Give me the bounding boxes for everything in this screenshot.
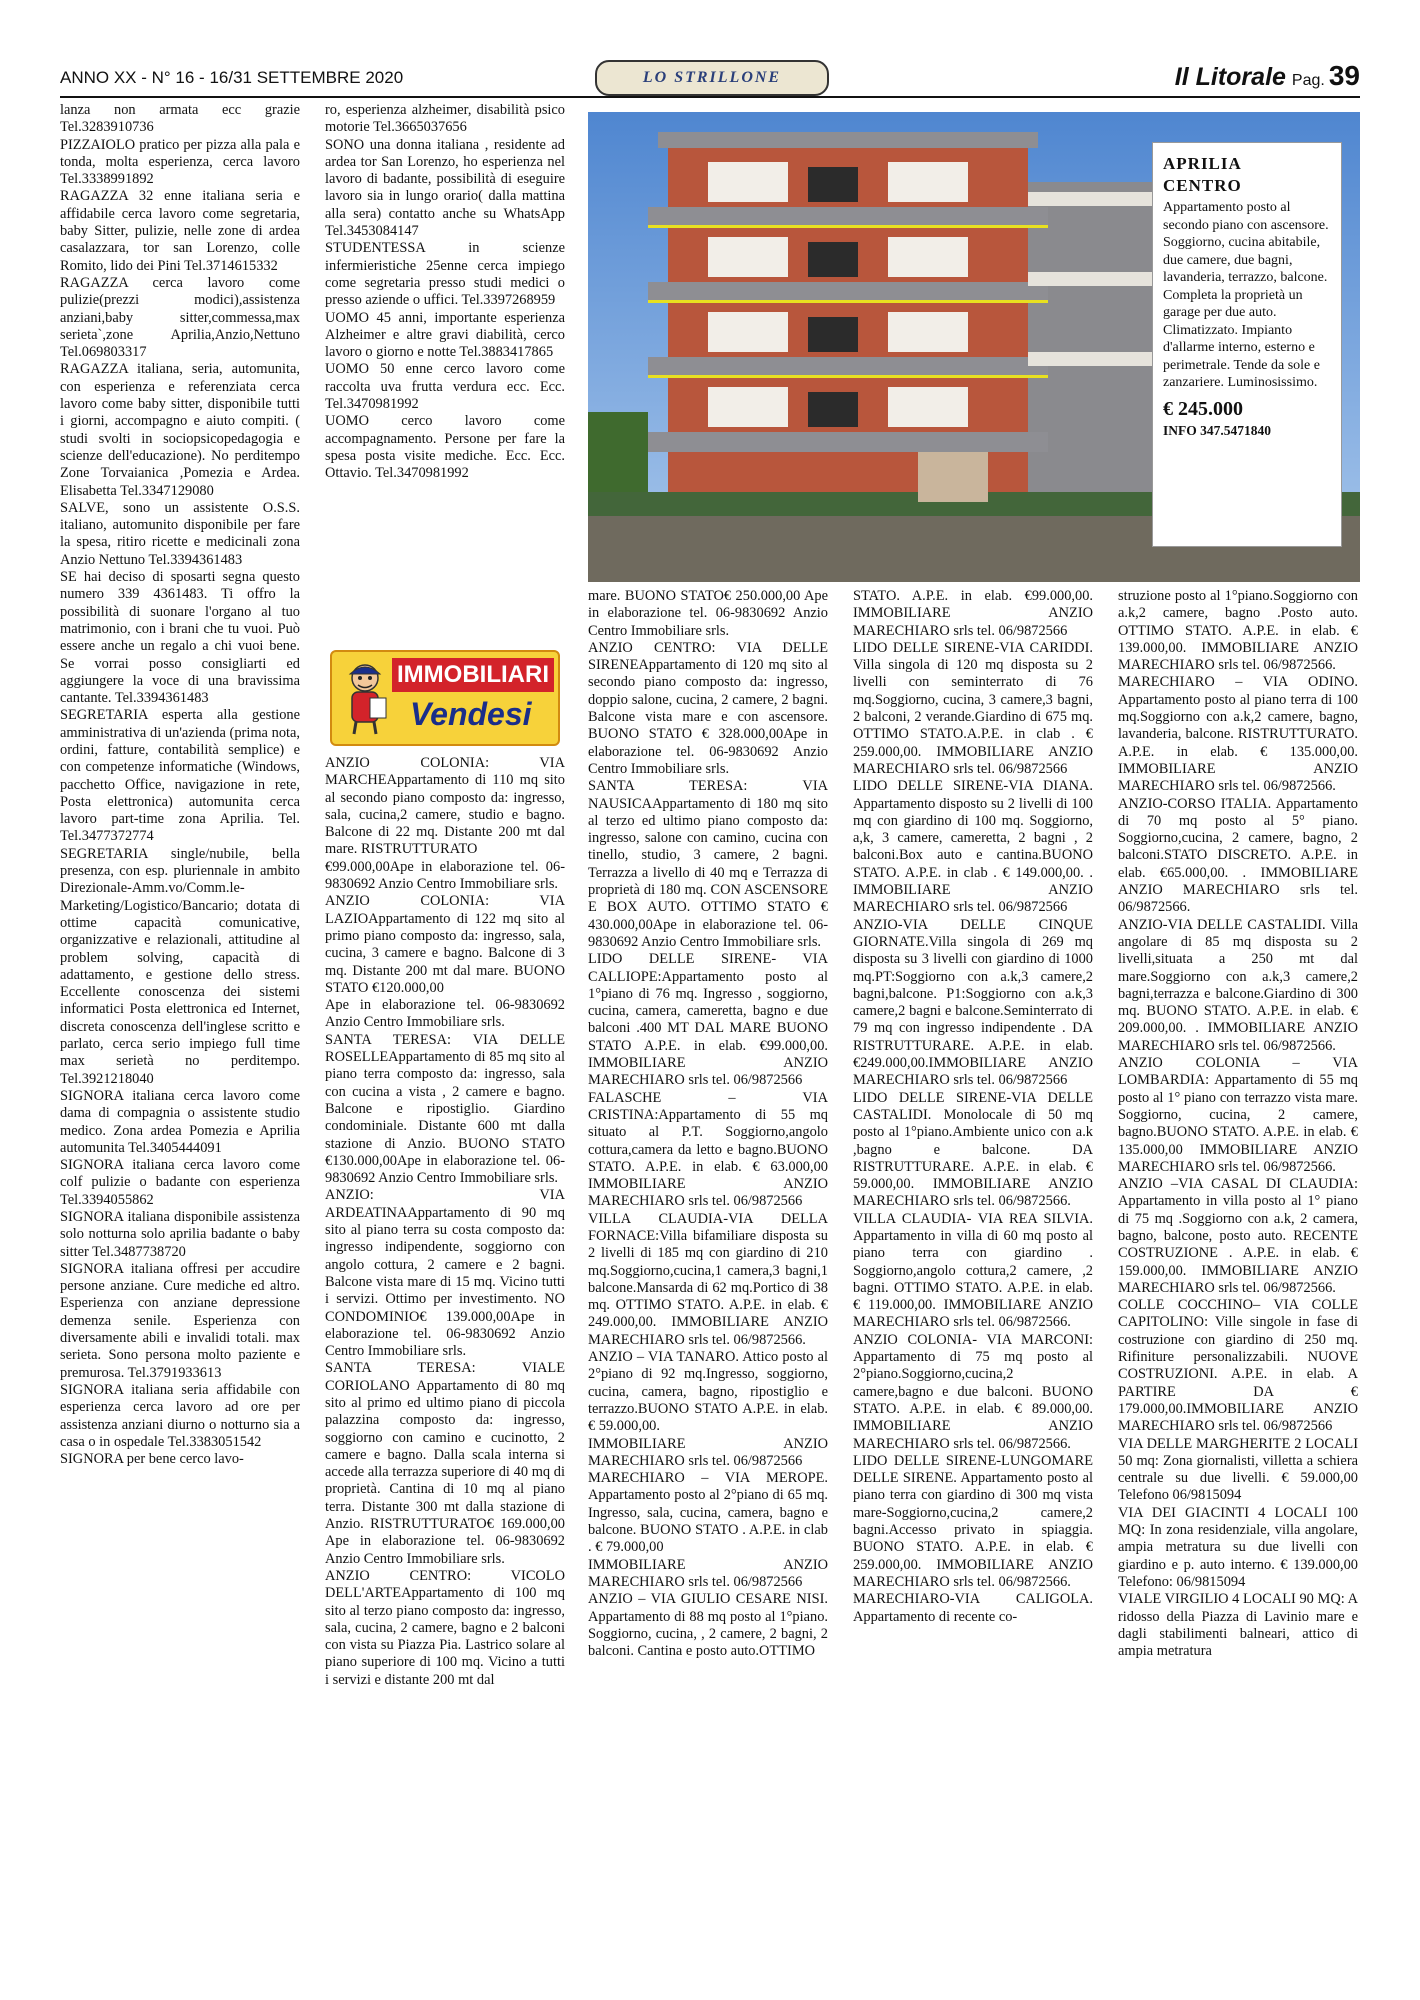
classified-entry: mare. BUONO STATO€ 250.000,00 Ape in elaborazione tel. 06-9830692 Anzio Centro Immobiliare srls. [588, 588, 828, 639]
classified-entry: SE hai deciso di sposarti segna questo numero 339 4361483. Ti offro la possibilità di suonare l'organo al tuo matrimonio, con i brani che tu vuoi. Può essere anche un regalo a chi vuoi bene. Se vorrai posso consigliarti ed aggiungere la voce di una bravissima cantante. Tel.3394361483 [60, 569, 300, 707]
classified-entry: ANZIO: VIA ARDEATINAAppartamento di 90 mq sito al piano terra su costa composto da: ingresso indipendente, soggiorno con angolo cottura, 2 camere e 2 bagni. Balcone vista mare di 15 mq. Vicino tutti i servizi. Ottimo per investimento. NO CONDOMINIO€ 139.000,00Ape in elaborazione tel. 06-9830692 Anzio Centro Immobiliare srls. [325, 1187, 565, 1360]
banner-subtitle: Vendesi [410, 696, 532, 732]
real-estate-column-5 [1118, 588, 1358, 1660]
classifieds-column-2 [325, 102, 565, 483]
classified-entry: Ape in elaborazione tel. 06-9830692 Anzio Centro Immobiliare srls. [325, 997, 565, 1031]
classified-entry: LIDO DELLE SIRENE-LUNGOMARE DELLE SIRENE. Appartamento posto al piano terra con giardino di 300 mq vista mare-Soggiorno,cucina,2 camere,2 bagni.Accesso privato in spiaggia. BUONO STATO. A.P.E. in elab. € 259.000,00. IMMOBILIARE ANZIO MARECHIARO srls tel. 06/9872566. [853, 1452, 1093, 1590]
page-number: 39 [1328, 60, 1360, 91]
classified-entry: ANZIO – VIA TANARO. Attico posto al 2°piano di 92 mq.Ingresso, soggiorno, cucina, camera, bagno, ripostiglio e terrazzo.BUONO STATO A.P.E. in elab. € 59.000,00. [588, 1349, 828, 1435]
classified-entry: UOMO cerco lavoro come accompagnamento. Persone per fare la spesa posta visite mediche. Ecc. Ecc. Ottavio. Tel.3470981992 [325, 413, 565, 482]
classified-entry: MARECHIARO – VIA MEROPE. Appartamento posto al 2°piano di 65 mq. Ingresso, sala, cucina, camera, bagno e balcone. BUONO STATO . A.P.E. in clab . € 79.000,00 [588, 1470, 828, 1556]
classified-entry: SANTA TERESA: VIA NAUSICAAppartamento di 180 mq sito al terzo ed ultimo piano composto da: ingresso, salone con camino, cucina con tinello, studio, 3 camere, 2 bagni. Terrazza a livello di 40 mq e Terrazza di proprietà di 180 mq. CON ASCENSORE E BOX AUTO. OTTIMO STATO € 430.000,00Ape in elaborazione tel. 06-9830692 Anzio Centro Immobiliare srls. [588, 778, 828, 950]
classified-entry: SANTA TERESA: VIA DELLE ROSELLEAppartamento di 85 mq sito al piano terra composto da: ingresso, sala con cucina a vista , 2 camere e bagno. Balcone e ripostiglio. Giardino condominiale. Distante 600 mt dalla stazione di Anzio. BUONO STATO €130.000,00Ape in elaborazione tel. 06-9830692 Anzio Centro Immobiliare srls. [325, 1031, 565, 1187]
classifieds-column-1 [60, 102, 300, 1468]
classified-entry: SALVE, sono un assistente O.S.S. italiano, automunito disponibile per fare la spesa, ritiro ricette e medicinali zona Anzio Nettuno Tel.3394361483 [60, 499, 300, 568]
classified-entry: lanza non armata ecc grazie Tel.3283910736 [60, 102, 300, 136]
classified-entry: SONO una donna italiana , residente ad ardea tor San Lorenzo, ho esperienza nel lavoro di badante, possibilità di eseguire lavoro sia in lungo orario( dalla mattina alla sera) contatto anche su WhatsApp Tel.3453084147 [325, 136, 565, 240]
real-estate-column-3 [588, 588, 828, 1660]
classified-entry: SEGRETARIA esperta alla gestione amministrativa di un'azienda (prima nota, ordini, fatture, contabilità semplice) e con competenze informatiche (Windows, pacchetto Office, navigazione in rete, Posta elettronica) automunita cerca lavoro part-time zona Aprilia. Tel. Tel.3477372774 [60, 707, 300, 845]
newsboy-mascot-icon [340, 660, 390, 736]
page-label: Pag. [1291, 72, 1325, 89]
classified-entry: ANZIO COLONIA- VIA MARCONI: Appartamento di 75 mq posto al 2°piano.Soggiorno,cucina,2 camere,bagno e due balconi. BUONO STATO. A.P.E. in elab. € 89.000,00. IMMOBILIARE ANZIO MARECHIARO srls tel. 06/9872566. [853, 1331, 1093, 1452]
classified-entry: struzione posto al 1°piano.Soggiorno con a.k,2 camere, bagno .Posto auto. OTTIMO STATO. A.P.E. in elab. € 139.000,00. IMMOBILIARE ANZIO MARECHIARO srls tel. 06/9872566. [1118, 588, 1358, 674]
classified-entry: IMMOBILIARE ANZIO MARECHIARO srls tel. 06/9872566 [588, 1556, 828, 1590]
real-estate-column-2 [325, 755, 565, 1689]
classified-entry: STUDENTESSA in scienze infermieristiche 25enne cerca impiego come segretaria presso studi medici o presso aziende o uffici. Tel.3397268959 [325, 240, 565, 309]
classified-entry: PIZZAIOLO pratico per pizza alla pala e tonda, molta esperienza, cerca lavoro Tel.3338991892 [60, 136, 300, 188]
classified-entry: FALASCHE – VIA CRISTINA:Appartamento di 55 mq situato al P.T. Soggiorno,angolo cottura,camera da letto e bagno.BUONO STATO. A.P.E. in elab. € 63.000,00 IMMOBILIARE ANZIO MARECHIARO srls tel. 06/9872566 [588, 1089, 828, 1210]
classified-entry: RAGAZZA 32 enne italiana seria e affidabile cerca lavoro come segretaria, baby Sitter, pulizie, nelle zone di ardea casalazzara, tor san Lorenzo, colle Romito, lido dei Pini Tel.3714615332 [60, 188, 300, 274]
classified-entry: €99.000,00Ape in elaborazione tel. 06-9830692 Anzio Centro Immobiliare srls. [325, 858, 565, 893]
classified-entry: LIDO DELLE SIRENE-VIA CARIDDI. Villa singola di 120 mq disposta su 2 livelli con seminterrato di 76 mq.Soggiorno, cucina, 3 camere,3 bagni, 2 balconi, 2 verande.Giardino di 675 mq. OTTIMO STATO.A.P.E. in clab . € 259.000,00. IMMOBILIARE ANZIO MARECHIARO srls tel. 06/9872566 [853, 639, 1093, 777]
classified-entry: ANZIO – VIA GIULIO CESARE NISI. Appartamento di 88 mq posto al 1°piano. Soggiorno, cucina, , 2 camere, 2 bagni, 2 balconi. Cantina e posto auto.OTTIMO [588, 1591, 828, 1660]
classified-entry: VIALE VIRGILIO 4 LOCALI 90 MQ: A ridosso della Piazza di Lavinio mare e dagli stabilimenti balneari, attico di ampia metratura [1118, 1591, 1358, 1660]
classified-entry: MARECHIARO – VIA ODINO. Appartamento posto al piano terra di 100 mq.Soggiorno con a.k,2 camere, bagno, lavanderia, balcone. RISTRUTTURATO. A.P.E. in elab. € 135.000,00. IMMOBILIARE ANZIO MARECHIARO srls tel. 06/9872566. [1118, 674, 1358, 795]
classified-entry: LIDO DELLE SIRENE- VIA CALLIOPE:Appartamento posto al 1°piano di 76 mq. Ingresso , soggiorno, cucina, camera, cameretta, bagno e due balconi .400 MT DAL MARE BUONO STATO A.P.E. in elab. €99.000,00. IMMOBILIARE ANZIO MARECHIARO srls tel. 06/9872566 [588, 951, 828, 1089]
ad-description: Appartamento posto al secondo piano con ascensore. Soggiorno, cucina abitabile, due camere, due bagni, lavanderia, terrazzo, balcone. Completa la proprietà un garage per due auto. Climatizzato. Impianto d'allarme interno, esterno e perimetrale. Tende da sole e zanzariere. Luminosissimo. [1163, 200, 1329, 390]
classified-entry: UOMO 50 enne cerco lavoro come raccolta uva frutta verdura ecc. Ecc. Tel.3470981992 [325, 361, 565, 413]
brand-name: Il Litorale [1174, 63, 1286, 91]
classified-entry: SIGNORA italiana offresi per accudire persone anziane. Cure mediche ed altro. Esperienza con anziane depressione demenza senile. Esperienza con diversamente abili e invalidi totali. max serieta. Sono persona molto paziente e premurosa. Tel.3791933613 [60, 1260, 300, 1381]
classified-entry: VILLA CLAUDIA- VIA REA SILVIA. Appartamento in villa di 60 mq posto al piano terra con giardino . Soggiorno,angolo cottura,2 camere, ,2 bagni. OTTIMO STATO. A.P.E. in elab. € 119.000,00. IMMOBILIARE ANZIO MARECHIARO srls tel. 06/9872566. [853, 1210, 1093, 1331]
classified-entry: ANZIO COLONIA: VIA MARCHEAppartamento di 110 mq sito al secondo piano composto da: ingresso, sala, cucina,2 camere, studio e bagno. Balcone di 22 mq. Distante 200 mt dal mare. RISTRUTTURATO [325, 755, 565, 858]
real-estate-column-4 [853, 588, 1093, 1626]
classified-entry: STATO. A.P.E. in elab. €99.000,00. IMMOBILIARE ANZIO MARECHIARO srls tel. 06/9872566 [853, 588, 1093, 639]
classified-entry: ANZIO COLONIA: VIA LAZIOAppartamento di 122 mq sito al primo piano composto da: ingresso, sala, cucina, 3 camere e bagno. Balcone di 3 mq. Distante 200 mt dal mare. BUONO STATO €120.000,00 [325, 893, 565, 996]
classified-entry: ro, esperienza alzheimer, disabilità psico motorie Tel.3665037656 [325, 102, 565, 136]
ad-title-line1: APRILIA [1163, 154, 1242, 173]
banner-title: IMMOBILIARI [392, 658, 554, 692]
ad-title-line2: CENTRO [1163, 176, 1242, 195]
ad-price: € 245.000 [1163, 397, 1243, 420]
classified-entry: LIDO DELLE SIRENE-VIA DELLE CASTALIDI. Monolocale di 50 mq posto al 1°piano.Ambiente unico con a.k ,bagno e balcone. DA RISTRUTTURARE. A.P.E. in elab. € 59.000,00. IMMOBILIARE ANZIO MARECHIARO srls tel. 06/9872566. [853, 1089, 1093, 1210]
classified-entry: UOMO 45 anni, importante esperienza Alzheimer e altre gravi diabilità, cerco lavoro o giorno e notte Tel.3883417865 [325, 309, 565, 361]
lo-strillone-logo: LO STRILLONE [595, 60, 829, 96]
classified-entry: IMMOBILIARE ANZIO MARECHIARO srls tel. 06/9872566 [588, 1435, 828, 1469]
immobiliari-vendesi-banner [330, 650, 560, 746]
classified-entry: SEGRETARIA single/nubile, bella presenza, con esp. pluriennale in ambito Direzionale-Amm.vo/Comm.le-Marketing/Logistico/Bancario; dotata di ottime capacità comunicative, organizzative e relazionali, attitudine al problem solving, capacità di adattamento, e gestione dello stress. Eccellente conoscenza dei sistemi informatici Posta elettronica ed Internet, discreta conoscenza dell'inglese scritto e parlato, cerca serio impiego full time max serietà no perditempo. Tel.3921218040 [60, 845, 300, 1087]
classified-entry: RAGAZZA cerca lavoro come pulizie(prezzi modici),assistenza anziani,baby sitter,commessa,max serieta`,zone Aprilia,Anzio,Nettuno Tel.069803317 [60, 274, 300, 361]
classified-entry: COLLE COCCHINO– VIA COLLE CAPITOLINO: Ville singole in fase di costruzione con giardino di 250 mq. Rifiniture personalizzabili. NUOVE COSTRUZIONI. A.P.E. in elab. A PARTIRE DA € 179.000,00.IMMOBILIARE ANZIO MARECHIARO srls tel. 06/9872566 [1118, 1297, 1358, 1435]
ad-contact: INFO 347.5471840 [1163, 422, 1271, 438]
classified-entry: ANZIO-VIA DELLE CASTALIDI. Villa angolare di 85 mq disposta su 2 livelli,situata a 250 mt dal mare.Soggiorno con a.k,3 camere,2 bagni,terrazza e balcone.Giardino di 300 mq. BUONO STATO. A.P.E. in elab. € 209.000,00. . IMMOBILIARE ANZIO MARECHIARO srls tel. 06/9872566. [1118, 916, 1358, 1054]
classified-entry: RAGAZZA italiana, seria, automunita, con esperienza e referenziata cerca lavoro come baby sitter, disponibile tutti i giorni, accompagno e aiuto compiti. ( studi svolti in sociopsicopedagogia e scienze dell'educazione). No perditempo Zone Torvaianica ,Pomezia e Ardea. Elisabetta Tel.3347129080 [60, 361, 300, 499]
classified-entry: SIGNORA per bene cerco lavo- [60, 1451, 244, 1468]
issue-info: ANNO XX - N° 16 - 16/31 SETTEMBRE 2020 [60, 68, 404, 87]
classified-entry: SIGNORA italiana seria affidabile con esperienza cerca lavoro ad ore per assistenza anziani diurno o notturno sia a casa o in ospedale Tel.3383051542 [60, 1381, 300, 1450]
featured-ad-aprilia [1152, 142, 1342, 547]
classified-entry: ANZIO COLONIA – VIA LOMBARDIA: Appartamento di 55 mq posto al 1° piano con terrazzo vista mare. Soggiorno, cucina, 2 camere, bagno.BUONO STATO. A.P.E. in elab. € 135.000,00 IMMOBILIARE ANZIO MARECHIARO srls tel. 06/9872566. [1118, 1055, 1358, 1175]
classified-entry: ANZIO-VIA DELLE CINQUE GIORNATE.Villa singola di 269 mq disposta su 3 livelli con giardino di 1000 mq.PT:Soggiorno con a.k,3 camere,2 bagni,balcone. P1:Soggiorno con a.k,3 camere,2 bagni e balcone.Seminterrato di 79 mq con ingresso indipendente . DA RISTRUTTURARE. A.P.E. in elab. €249.000,00.IMMOBILIARE ANZIO MARECHIARO srls tel. 06/9872566 [853, 916, 1093, 1089]
classified-entry: SANTA TERESA: VIALE CORIOLANO Appartamento di 80 mq sito al primo ed ultimo piano di piccola palazzina composto da: ingresso, soggiorno con camino e cucinotto, 2 camere e bagno. Dalla scala interna si accede alla terrazza superiore di 40 mq di proprietà. Cantina di 10 mq al piano terra. Distante 300 mt dalla stazione di Anzio. RISTRUTTURATO€ 169.000,00 Ape in elaborazione tel. 06-9830692 Anzio Centro Immobiliare srls. [325, 1360, 565, 1567]
classified-entry: LIDO DELLE SIRENE-VIA DIANA. Appartamento disposto su 2 livelli di 100 mq con giardino di 100 mq. Soggiorno, a,k, 3 camere, cameretta, 2 bagni , 2 balconi.Box auto e cantina.BUONO STATO. A.P.E. in clab . € 149.000,00. . IMMOBILIARE ANZIO MARECHIARO srls tel. 06/9872566 [853, 778, 1093, 916]
classified-entry: VIA DEI GIACINTI 4 LOCALI 100 MQ: In zona residenziale, villa angolare, ampia metratura su due livelli con giardino e p. auto interno. € 139.000,00 Telefono: 06/9815094 [1118, 1504, 1358, 1590]
classified-entry: ANZIO CENTRO: VIA DELLE SIRENEAppartamento di 120 mq sito al secondo piano composto da: ingresso, doppio salone, cucina, 2 camere, 2 bagni. Balcone vista mare e con ascensore. BUONO STATO € 328.000,00Ape in elaborazione tel. 06-9830692 Anzio Centro Immobiliare srls. [588, 639, 828, 777]
classified-entry: ANZIO CENTRO: VICOLO DELL'ARTEAppartamento di 100 mq sito al terzo piano composto da: ingresso, sala, cucina, 2 camere, bagno e 2 balconi con vista su Piazza Pia. Lastrico solare al piano superiore di 100 mq. Vicino a tutti i servizi e distante 200 mt dal [325, 1567, 565, 1688]
classified-entry: SIGNORA italiana disponibile assistenza solo notturna solo aprilia badante o baby sitter Tel.3487738720 [60, 1209, 300, 1260]
classified-entry: VIA DELLE MARGHERITE 2 LOCALI 50 mq: Zona giornalisti, villetta a schiera centrale su due livelli. € 59.000,00 Telefono 06/9815094 [1118, 1435, 1358, 1504]
page-brand [1175, 60, 1360, 92]
classified-entry: ANZIO-CORSO ITALIA. Appartamento di 70 mq posto al 5° piano. Soggiorno,cucina, 2 camere, bagno, 2 balconi.STATO DISCRETO. A.P.E. in elab. €65.000,00. . IMMOBILIARE ANZIO MARECHIARO srls tel. 06/9872566. [1118, 795, 1358, 916]
classified-entry: VILLA CLAUDIA-VIA DELLA FORNACE:Villa bifamiliare disposta su 2 livelli di 185 mq con giardino di 210 mq.Soggiorno,cucina,1 camera,3 bagni,1 balcone.Mansarda di 62 mq.Portico di 38 mq. OTTIMO STATO. A.P.E. in elab. € 249.000,00. IMMOBILIARE ANZIO MARECHIARO srls tel. 06/9872566. [588, 1210, 828, 1348]
classified-entry: SIGNORA italiana cerca lavoro come colf pulizie o badante con esperienza Tel.3394055862 [60, 1157, 300, 1208]
classified-entry: MARECHIARO-VIA CALIGOLA. Appartamento di recente co- [853, 1591, 1093, 1625]
page-header [60, 60, 1360, 98]
classified-entry: SIGNORA italiana cerca lavoro come dama di compagnia o assistente studio medico. Zona ardea Pomezia e Aprilia automunita Tel.3405444091 [60, 1087, 300, 1156]
classified-entry: ANZIO –VIA CASAL DI CLAUDIA: Appartamento in villa posto al 1° piano di 75 mq .Soggiorno con a.k, 2 camera, bagno, balcone, posto auto. RECENTE COSTRUZIONE . A.P.E. in elab. € 159.000,00. IMMOBILIARE ANZIO MARECHIARO srls tel. 06/9872566. [1118, 1176, 1358, 1296]
